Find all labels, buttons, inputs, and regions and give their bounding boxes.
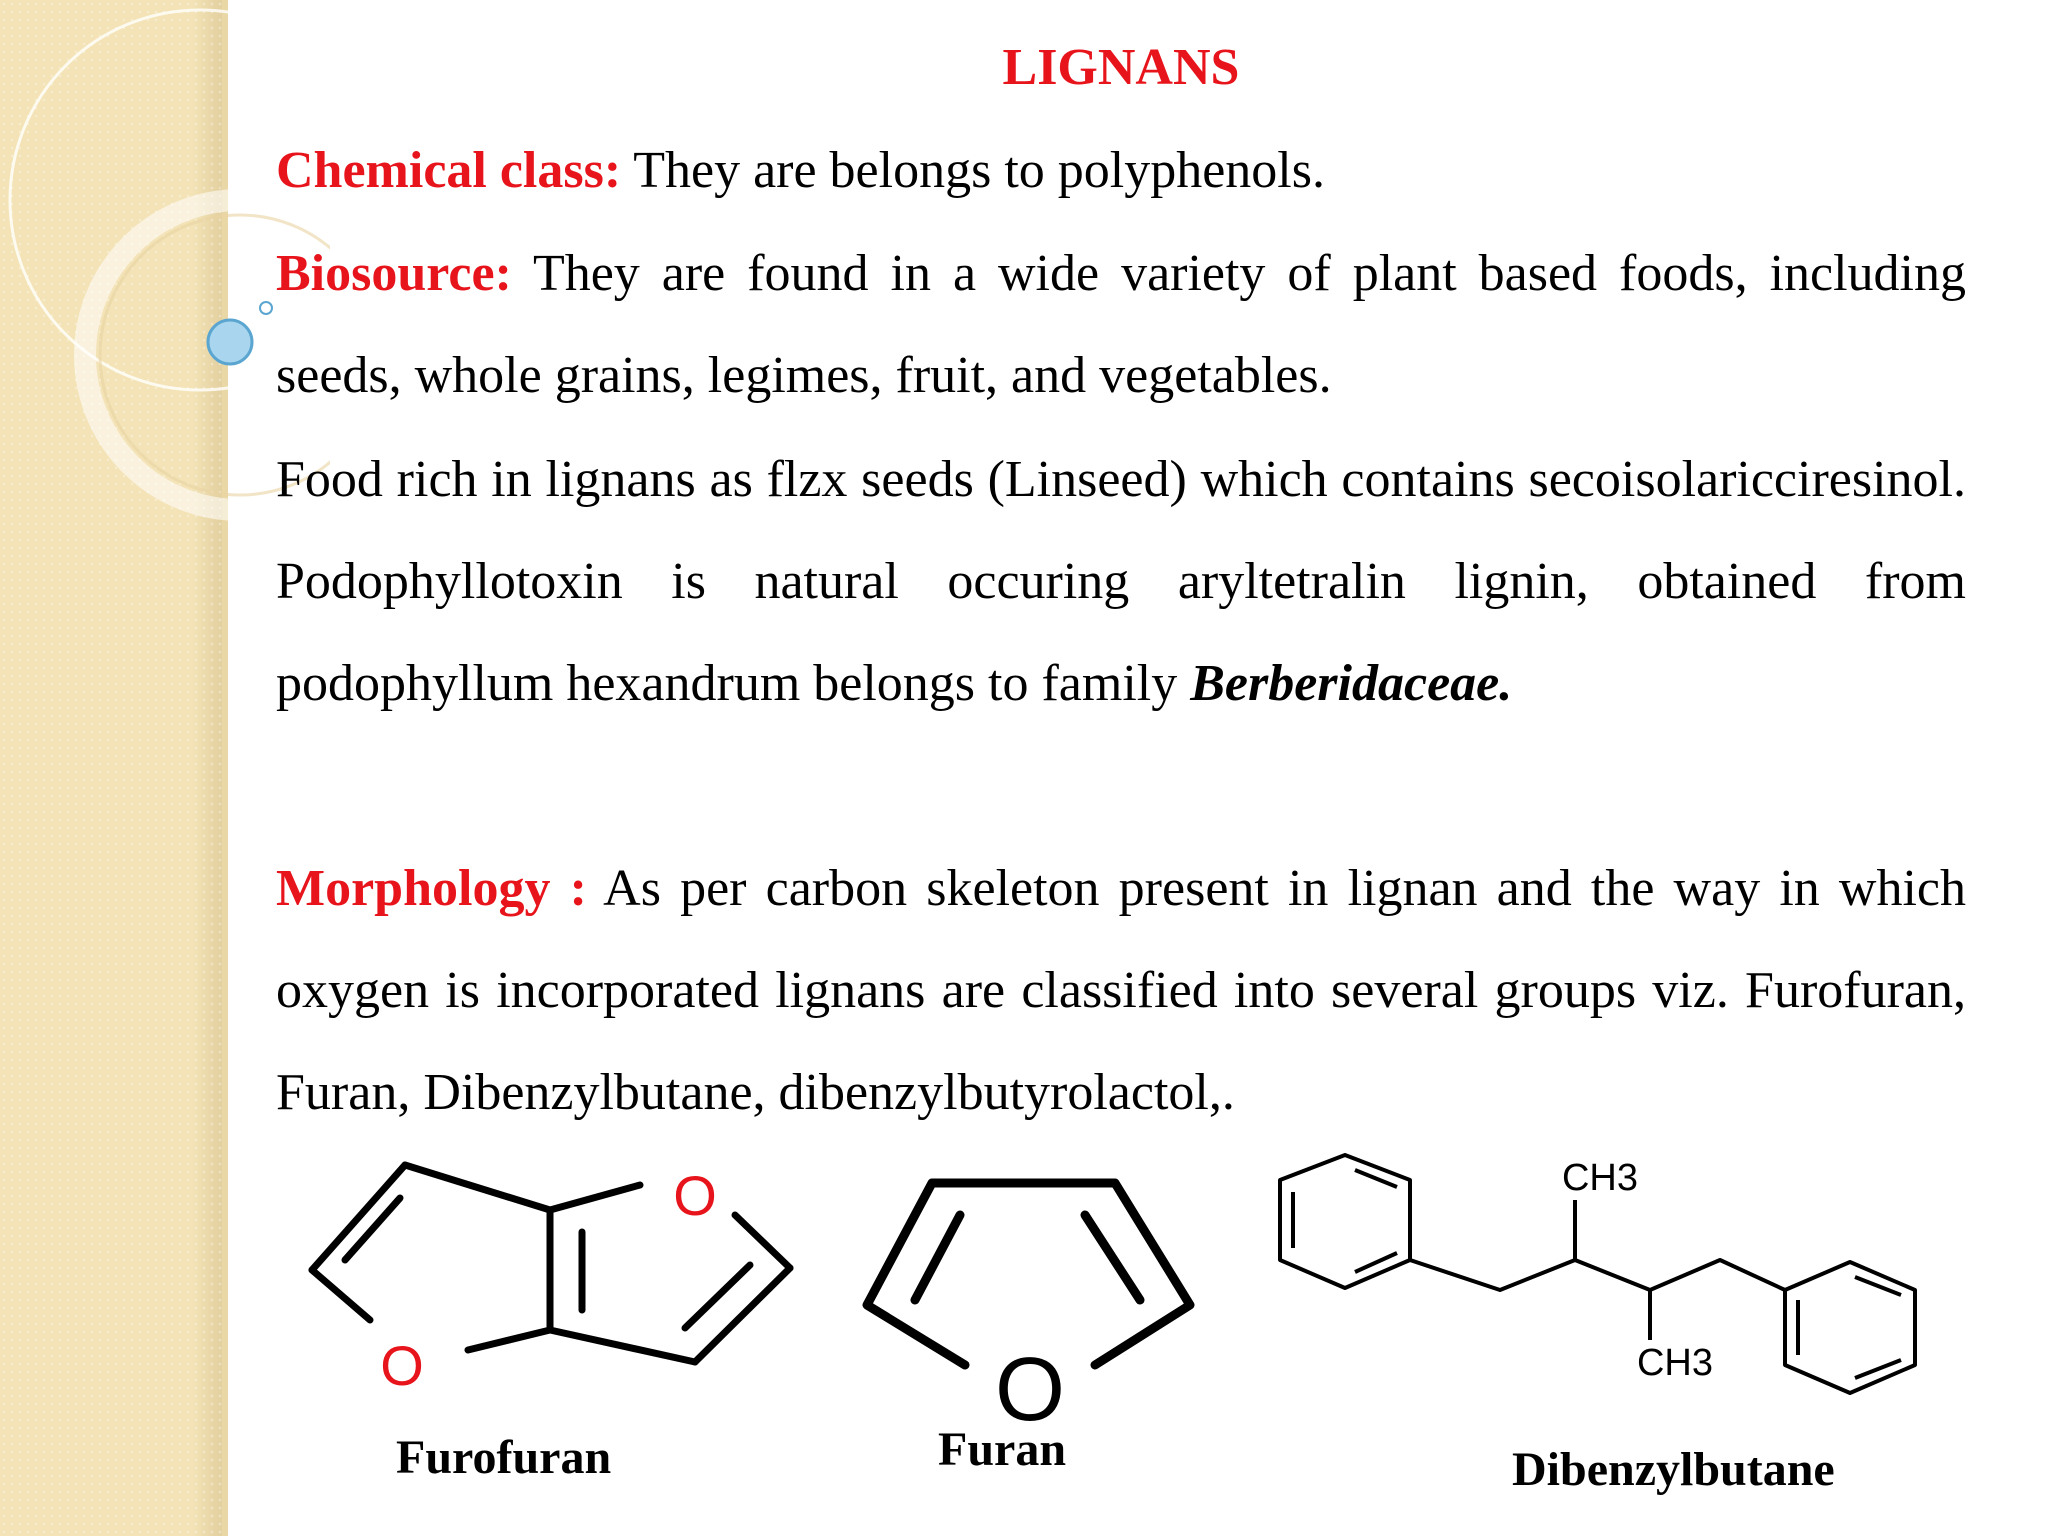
- food-paragraph: [276, 429, 1966, 735]
- morphology-label: Morphology :: [276, 860, 587, 917]
- chemical-class-paragraph: [276, 120, 1966, 222]
- page-title: LIGNANS: [1002, 39, 1240, 96]
- furofuran-oxygen-bottom: O: [380, 1334, 424, 1397]
- morphology-text: As per carbon skeleton present in lignan and the way in which oxygen is incorporated lignans are classified into several groups viz. Furofuran, Furan, Dibenzylbutane, dibenzylbutyrolactol,.: [276, 860, 1966, 1121]
- biosource-text: They are found in a wide variety of plant based foods, including seeds, whole grains, legimes, fruit, and vegetables.: [276, 245, 1966, 404]
- furofuran-caption: Furofuran: [396, 1431, 612, 1484]
- food-text: Food rich in lignans as flzx seeds (Linseed) which contains secoisolaricciresinol. Podophyllotoxin is natural occuring aryltetralin lignin, obtained from podophyllum hexandrum belongs to family: [276, 451, 1966, 712]
- furan-structure: [855, 1165, 1205, 1425]
- ch3-top-label: CH3: [1561, 1157, 1639, 1199]
- furan-caption: Furan: [938, 1423, 1067, 1476]
- dibenzylbutane-structure: [1265, 1150, 1965, 1410]
- blue-bubble-icon: [208, 320, 252, 364]
- small-bubble-icon: [260, 302, 272, 314]
- chemical-class-text: They are belongs to polyphenols.: [621, 142, 1325, 199]
- furofuran-structure: [300, 1140, 800, 1400]
- ch3-bottom-label: CH3: [1636, 1342, 1714, 1384]
- furofuran-oxygen-top: O: [673, 1164, 717, 1227]
- family-name: Berberidaceae.: [1190, 655, 1513, 712]
- dibenzylbutane-caption: Dibenzylbutane: [1512, 1443, 1835, 1496]
- biosource-paragraph: [276, 223, 1966, 427]
- chemical-class-label: Chemical class:: [276, 142, 622, 199]
- morphology-paragraph: [276, 838, 1966, 1144]
- biosource-label: Biosource:: [276, 245, 512, 302]
- furan-oxygen: O: [994, 1340, 1066, 1425]
